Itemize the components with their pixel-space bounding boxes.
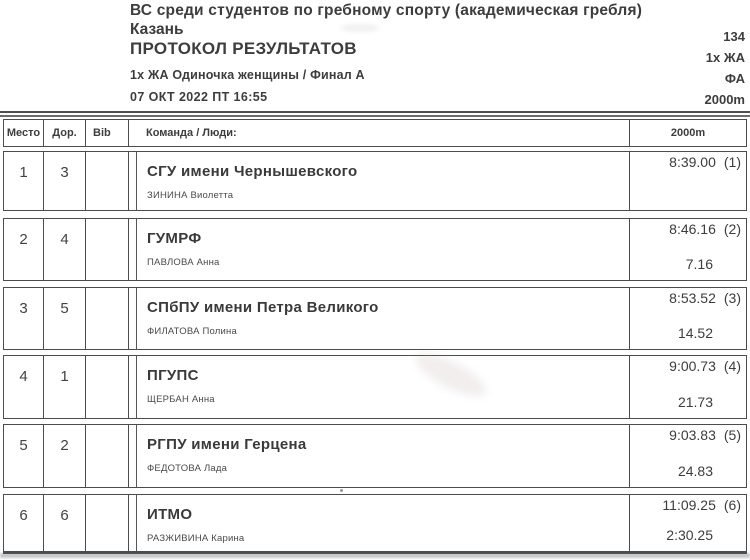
table-row bbox=[3, 424, 747, 488]
athlete-name: ФИЛАТОВА Полина bbox=[147, 326, 237, 337]
athlete-name: РАЗЖИВИНА Карина bbox=[147, 533, 245, 544]
finish-rank: (2) bbox=[723, 221, 741, 237]
team-cell bbox=[136, 152, 630, 210]
finish-rank: (5) bbox=[723, 427, 741, 443]
team-name: РГПУ имени Герцена bbox=[147, 436, 307, 453]
protocol-title: ПРОТОКОЛ РЕЗУЛЬТАТОВ bbox=[130, 39, 357, 58]
bib-cell bbox=[86, 288, 129, 349]
finish-time: 9:03.83 bbox=[669, 427, 716, 443]
race-name: 1х ЖА Одиночка женщины / Финал А bbox=[130, 68, 365, 82]
finish-time-line bbox=[669, 221, 741, 237]
table-row bbox=[3, 494, 747, 554]
time-behind: 7.16 bbox=[685, 256, 713, 272]
result-cell bbox=[630, 288, 746, 349]
finish-rank: (4) bbox=[723, 358, 741, 374]
scan-edge-band bbox=[0, 553, 750, 558]
race-datetime: 07 ОКТ 2022 ПТ 16:55 bbox=[130, 90, 268, 104]
header-divider-thin bbox=[0, 115, 750, 117]
race-number: 134 bbox=[723, 29, 745, 44]
place-cell: 4 bbox=[4, 356, 44, 418]
result-cell bbox=[630, 425, 746, 487]
table-row bbox=[3, 355, 747, 419]
team-cell bbox=[136, 425, 630, 487]
athlete-name: ПАВЛОВА Анна bbox=[147, 257, 220, 268]
time-behind: 21.73 bbox=[677, 394, 713, 410]
team-cell bbox=[136, 219, 630, 280]
scan-speck bbox=[340, 489, 343, 492]
athlete-name: ЩЕРБАН Анна bbox=[147, 394, 215, 405]
bib-cell bbox=[86, 495, 129, 551]
bib-cell bbox=[86, 356, 129, 418]
result-cell bbox=[630, 219, 746, 280]
table-row bbox=[3, 287, 747, 350]
competition-title: ВС среди студентов по гребному спорту (академическая гребля) bbox=[130, 2, 643, 19]
team-name: СГУ имени Чернышевского bbox=[147, 163, 358, 180]
finish-time-line bbox=[669, 290, 741, 306]
finish-time-line bbox=[669, 154, 741, 170]
result-cell bbox=[630, 152, 746, 210]
result-cell bbox=[630, 356, 746, 418]
team-cell bbox=[136, 288, 630, 349]
finish-time: 8:39.00 bbox=[669, 154, 716, 170]
athlete-name: ЗИНИНА Виолетта bbox=[147, 190, 234, 201]
finish-time-line bbox=[669, 358, 741, 374]
finish-time: 9:00.73 bbox=[669, 358, 716, 374]
column-header-lane: Дор. bbox=[44, 120, 86, 146]
team-name: СПбПУ имени Петра Великого bbox=[147, 299, 379, 316]
finish-time-line bbox=[669, 427, 741, 443]
finish-time: 8:53.52 bbox=[669, 290, 716, 306]
place-cell: 5 bbox=[4, 425, 44, 487]
time-behind: 14.52 bbox=[677, 325, 713, 341]
team-name: ПГУПС bbox=[147, 367, 199, 384]
table-row bbox=[3, 218, 747, 281]
time-behind: 2:30.25 bbox=[666, 527, 713, 543]
lane-cell: 6 bbox=[44, 495, 86, 551]
table-row bbox=[3, 151, 747, 211]
athlete-name: ФЕДОТОВА Лада bbox=[147, 463, 228, 474]
bib-cell bbox=[86, 425, 129, 487]
finish-rank: (1) bbox=[723, 154, 741, 170]
location: Казань bbox=[130, 21, 184, 38]
finish-time: 11:09.25 bbox=[662, 497, 716, 513]
place-cell: 2 bbox=[4, 219, 44, 280]
lane-cell: 4 bbox=[44, 219, 86, 280]
lane-cell: 5 bbox=[44, 288, 86, 349]
scan-smudge bbox=[340, 24, 380, 32]
finish-rank: (3) bbox=[723, 290, 741, 306]
bib-cell bbox=[86, 152, 129, 210]
finish-rank: (6) bbox=[723, 497, 741, 513]
time-behind: 24.83 bbox=[677, 463, 713, 479]
lane-cell: 3 bbox=[44, 152, 86, 210]
lane-cell: 1 bbox=[44, 356, 86, 418]
final-code: ФА bbox=[724, 71, 745, 86]
team-cell bbox=[136, 356, 630, 418]
column-header-bib: Bib bbox=[86, 120, 129, 146]
result-cell bbox=[630, 495, 746, 551]
team-cell bbox=[136, 495, 630, 551]
team-name: ИТМО bbox=[147, 506, 193, 523]
team-name: ГУМРФ bbox=[147, 230, 202, 247]
column-header-team: Команда / Люди: bbox=[129, 120, 630, 146]
distance-label: 2000m bbox=[704, 92, 745, 107]
place-cell: 1 bbox=[4, 152, 44, 210]
table-header-row bbox=[3, 119, 747, 147]
finish-time-line bbox=[662, 497, 741, 513]
finish-time: 8:46.16 bbox=[669, 221, 716, 237]
bib-cell bbox=[86, 219, 129, 280]
place-cell: 6 bbox=[4, 495, 44, 551]
boat-class-code: 1x ЖА bbox=[705, 50, 745, 65]
column-header-result: 2000m bbox=[670, 127, 706, 139]
lane-cell: 2 bbox=[44, 425, 86, 487]
column-header-place: Место bbox=[4, 120, 44, 146]
header-divider-thick bbox=[0, 111, 750, 113]
place-cell: 3 bbox=[4, 288, 44, 349]
